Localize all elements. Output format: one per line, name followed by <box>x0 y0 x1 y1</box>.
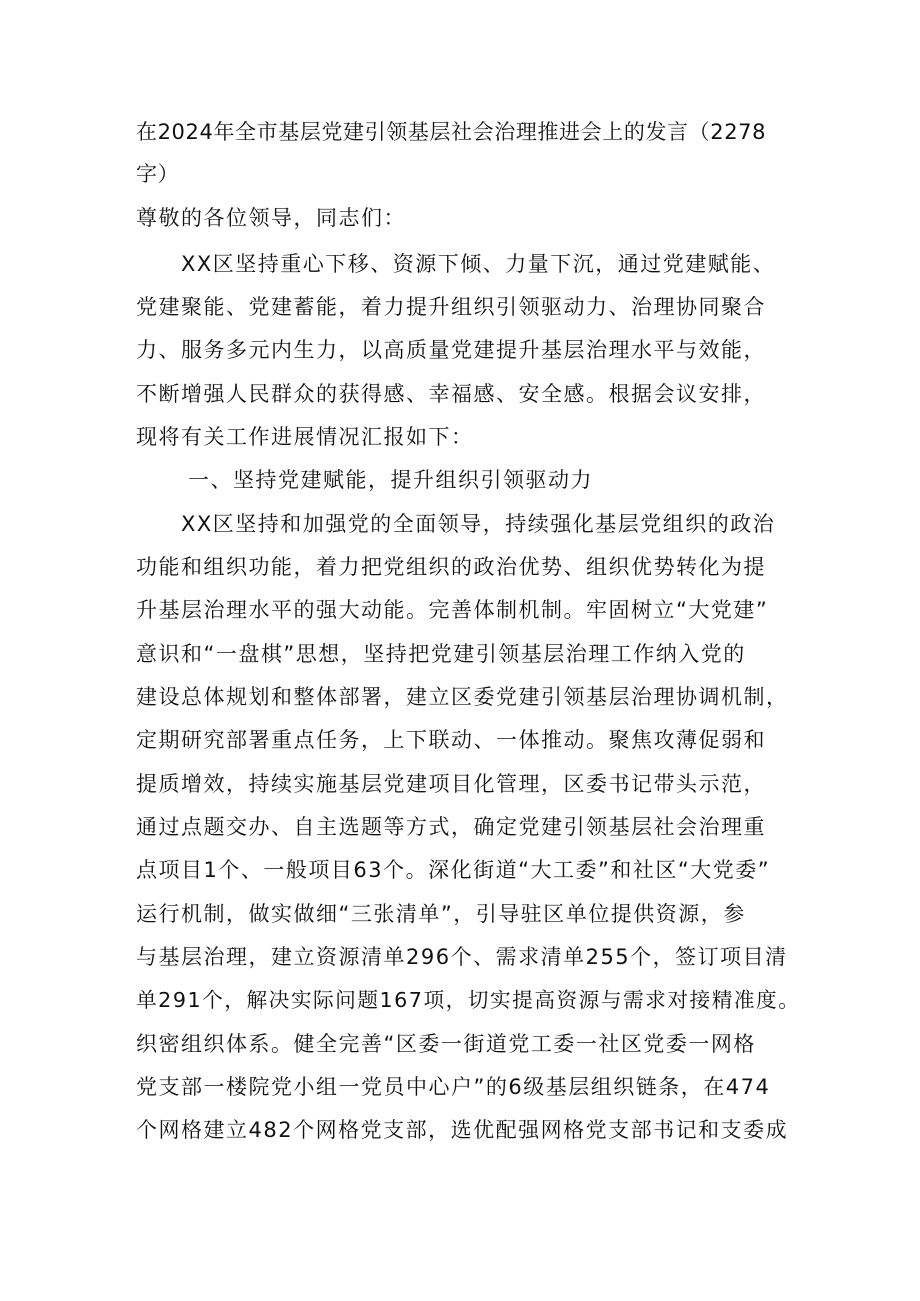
body-line: 建设总体规划和整体部署，建立区委党建引领基层治理协调机制， <box>136 685 789 709</box>
body-line: 单291个，解决实际问题167项，切实提高资源与需求对接精准度。 <box>136 988 801 1012</box>
salutation: 尊敬的各位领导，同志们： <box>136 206 406 230</box>
body-line: 现将有关工作进展情况汇报如下： <box>136 425 474 449</box>
body-line: XX区坚持和加强党的全面领导，持续强化基层党组织的政治 <box>181 512 776 536</box>
body-line: 点项目1个、一般项目63个。深化街道“大工委”和社区“大党委” <box>136 858 771 882</box>
body-line: 升基层治理水平的强大动能。完善体制机制。牢固树立“大党建” <box>136 598 769 622</box>
body-line: 与基层治理，建立资源清单296个、需求清单255个，签订项目清 <box>136 945 788 969</box>
body-line: 织密组织体系。健全完善“区委一街道党工委一社区党委一网格 <box>136 1032 756 1056</box>
body-line: 力、服务多元内生力，以高质量党建提升基层治理水平与效能， <box>136 338 766 362</box>
body-line: 不断增强人民群众的获得感、幸福感、安全感。根据会议安排， <box>136 382 766 406</box>
body-line: XX区坚持重心下移、资源下倾、力量下沉，通过党建赋能、 <box>181 252 776 276</box>
body-line: 意识和“一盘棋”思想，坚持把党建引领基层治理工作纳入党的 <box>136 642 746 666</box>
body-line: 运行机制，做实做细“三张清单”，引导驻区单位提供资源，参 <box>136 902 746 926</box>
document-title-line-2: 字） <box>136 162 180 186</box>
body-line: 定期研究部署重点任务，上下联动、一体推动。聚焦攻薄促弱和 <box>136 728 766 752</box>
body-line: 功能和组织功能，着力把党组织的政治优势、组织优势转化为提 <box>136 555 766 579</box>
body-line: 党建聚能、党建蓄能，着力提升组织引领驱动力、治理协同聚合 <box>136 295 766 319</box>
body-line: 提质增效，持续实施基层党建项目化管理，区委书记带头示范， <box>136 772 766 796</box>
section-heading: 一、坚持党建赋能，提升组织引领驱动力 <box>188 468 593 492</box>
body-line: 通过点题交办、自主选题等方式，确定党建引领基层社会治理重 <box>136 815 766 839</box>
body-line: 党支部一楼院党小组一党员中心户”的6级基层组织链条，在474 <box>136 1075 771 1099</box>
body-line: 个网格建立482个网格党支部，选优配强网格党支部书记和支委成 <box>136 1118 789 1142</box>
document-title-line-1: 在2024年全市基层党建引领基层社会治理推进会上的发言（2278 <box>136 120 767 144</box>
